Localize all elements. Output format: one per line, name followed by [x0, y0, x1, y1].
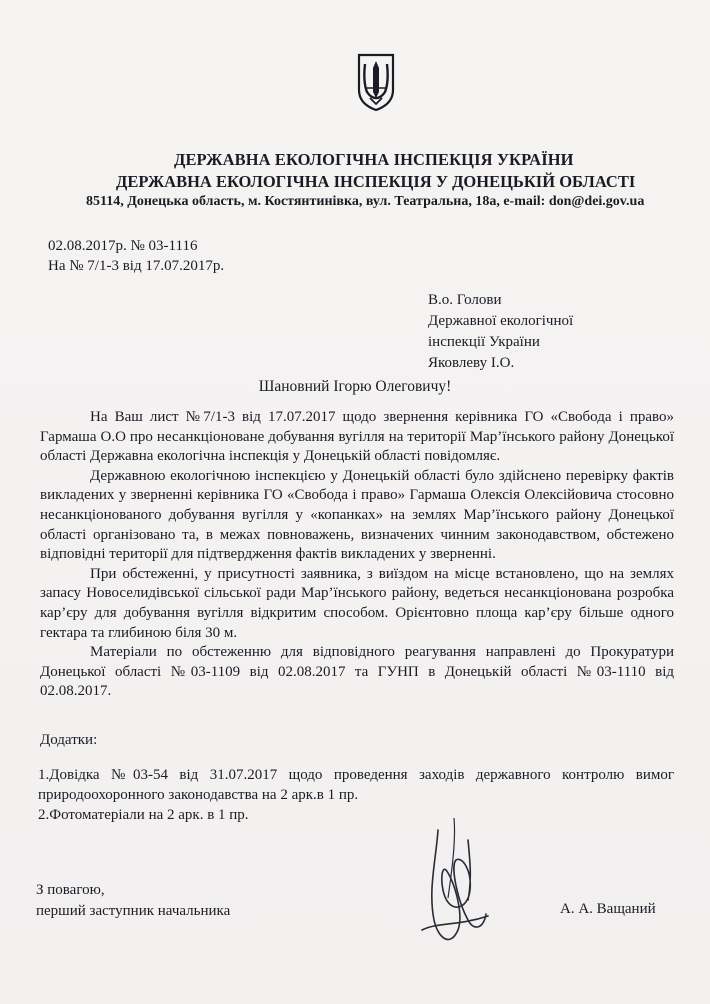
letterhead-line-2: ДЕРЖАВНА ЕКОЛОГІЧНА ІНСПЕКЦІЯ У ДОНЕЦЬКІЙ ОБЛАСТІ [116, 172, 636, 191]
letterhead-line-1: ДЕРЖАВНА ЕКОЛОГІЧНА ІНСПЕКЦІЯ УКРАЇНИ [174, 150, 574, 169]
closing-line: З повагою, [36, 882, 105, 898]
body-paragraph: При обстеженні, у присутності заявника, з виїздом на місце встановлено, що на землях запасу Новоселидівської сільської ради Мар’їнського району, ведеться несанкціонована розробка кар’єру для добування вугілля відкритим способом. Орієнтовно площа кар’єру більше одного гектара та глибиною біля 30 м. [40, 565, 674, 641]
attachment-item: 2.Фотоматеріали на 2 арк. в 1 пр. [38, 807, 249, 823]
addressee-line: Яковлеву І.О. [428, 355, 515, 371]
salutation: Шановний Ігорю Олеговичу! [258, 378, 452, 395]
letter-body [40, 408, 674, 702]
handwritten-signature [398, 810, 508, 960]
letterhead-address: 85114, Донецька область, м. Костянтинівка, вул. Театральна, 18а, e-mail: don@dei.gov.ua [86, 194, 645, 209]
outgoing-number: 02.08.2017р. № 03-1116 [48, 238, 198, 254]
body-paragraph: Державною екологічною інспекцією у Донецькій області було здійснено перевірку фактів викладених у зверненні керівника ГО «Свобода і право» Гармаша Олексія Олексійовича стосовно несанкціонованого добування вугілля у «копанках» на землях Мар’їнського району Донецької області організовано та, в межах повноважень, визначених чинним законодавством, обстежено відповідні території для підтвердження фактів викладених у зверненні. [40, 467, 674, 563]
signer-position: перший заступник начальника [36, 903, 231, 919]
body-paragraph: Матеріали по обстеженню для відповідного реагування направлені до Прокуратури Донецької області №03-1109 від 02.08.2017 та ГУНП в Донецькій області №03-1110 від 02.08.2017. [40, 644, 674, 700]
incoming-reference: На № 7/1-3 від 17.07.2017р. [48, 258, 225, 274]
attachments-heading: Додатки: [40, 732, 98, 748]
trident-coat-of-arms-icon [356, 52, 396, 112]
addressee-line: інспекції України [428, 334, 540, 350]
body-paragraph: На Ваш лист №7/1-3 від 17.07.2017 щодо звернення керівника ГО «Свобода і право» Гармаша О.О про несанкціоноване добування вугілля на території Мар’їнського району Донецької області Державна екологічна інспекція у Донецькій області повідомляє. [40, 409, 674, 465]
attachment-item: 1.Довідка №03-54 від 31.07.2017 щодо проведення заходів державного контролю вимог природоохоронного законодавства на 2 арк.в 1 пр. [38, 767, 674, 803]
addressee-block [428, 290, 573, 374]
closing-block [36, 880, 230, 922]
addressee-line: Державної екологічної [428, 313, 574, 329]
signer-name: А. А. Ващаний [560, 901, 656, 917]
addressee-line: В.о. Голови [428, 292, 502, 308]
